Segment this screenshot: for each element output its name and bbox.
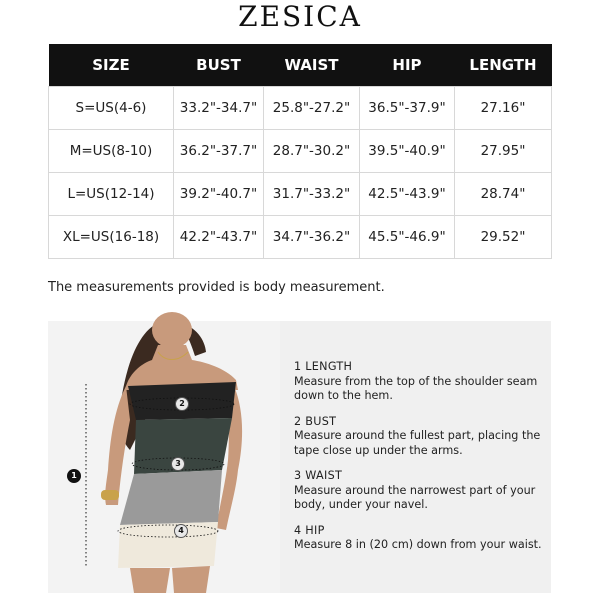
- cell-waist: 28.7"-30.2": [264, 129, 360, 172]
- cell-length: 27.16": [455, 86, 552, 129]
- cell-bust: 36.2"-37.7": [174, 129, 264, 172]
- guide-title: 4 HIP: [294, 523, 325, 537]
- cell-waist: 25.8"-27.2": [264, 86, 360, 129]
- cell-waist: 31.7"-33.2": [264, 172, 360, 215]
- guide-item-bust: [294, 415, 546, 459]
- cell-hip: 45.5"-46.9": [360, 215, 455, 258]
- cell-waist: 34.7"-36.2": [264, 215, 360, 258]
- header-size: SIZE: [49, 44, 174, 86]
- cell-bust: 33.2"-34.7": [174, 86, 264, 129]
- cell-hip: 36.5"-37.9": [360, 86, 455, 129]
- header-length: LENGTH: [455, 44, 552, 86]
- guide-text: Measure around the narrowest part of your body, under your navel.: [294, 483, 536, 511]
- measure-guide: [294, 360, 546, 564]
- cell-length: 28.74": [455, 172, 552, 215]
- cell-bust: 39.2"-40.7": [174, 172, 264, 215]
- bust-marker: 2: [175, 397, 189, 411]
- measurement-note: The measurements provided is body measurement.: [48, 280, 385, 295]
- waist-marker: 3: [171, 457, 185, 471]
- cell-size: S=US(4-6): [49, 86, 174, 129]
- header-bust: BUST: [174, 44, 264, 86]
- cell-length: 27.95": [455, 129, 552, 172]
- guide-title: 3 WAIST: [294, 469, 343, 482]
- cell-hip: 42.5"-43.9": [360, 172, 455, 215]
- guide-item-length: [294, 360, 546, 404]
- cell-size: XL=US(16-18): [49, 215, 174, 258]
- header-waist: WAIST: [264, 44, 360, 86]
- cell-size: M=US(8-10): [49, 129, 174, 172]
- header-hip: HIP: [360, 44, 455, 86]
- guide-text: Measure around the fullest part, placing the tape close up under the arms.: [294, 429, 541, 457]
- guide-text: Measure 8 in (20 cm) down from your waist.: [294, 538, 542, 551]
- cell-length: 29.52": [455, 215, 552, 258]
- guide-text: Measure from the top of the shoulder seam down to the hem.: [294, 374, 538, 402]
- cell-hip: 39.5"-40.9": [360, 129, 455, 172]
- guide-item-waist: [294, 469, 546, 513]
- guide-item-hip: [294, 524, 546, 553]
- brand-logo: ZESICA: [238, 0, 362, 33]
- cell-size: L=US(12-14): [49, 172, 174, 215]
- cell-bust: 42.2"-43.7": [174, 215, 264, 258]
- guide-title: 2 BUST: [294, 414, 337, 428]
- length-marker: 1: [67, 469, 81, 483]
- guide-title: 1 LENGTH: [294, 360, 353, 373]
- hip-marker: 4: [174, 524, 188, 538]
